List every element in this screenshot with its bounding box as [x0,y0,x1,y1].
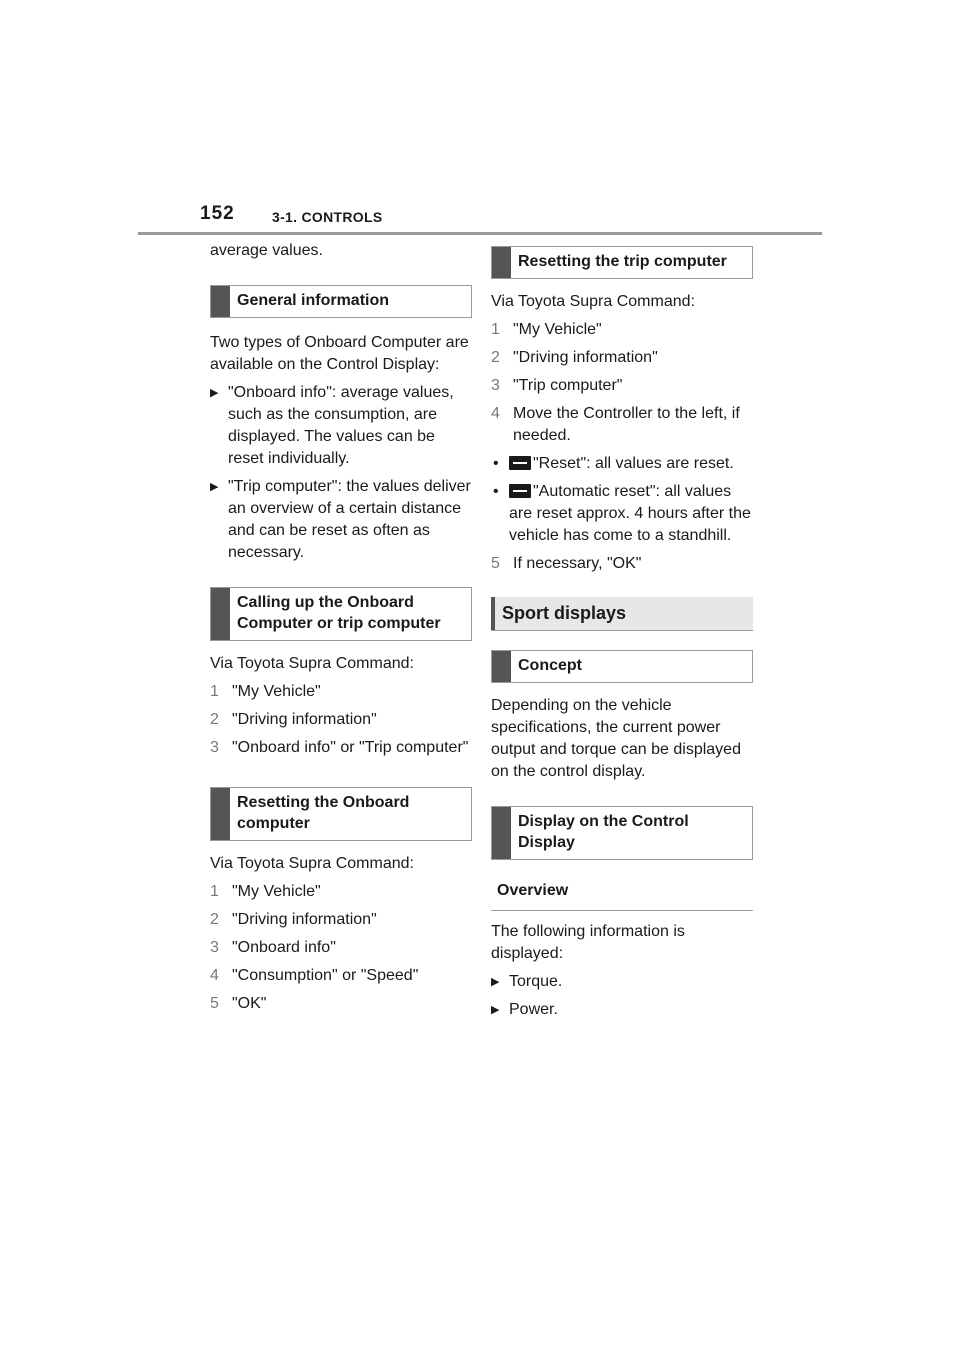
automatic-reset-icon [509,484,531,498]
option-text: "Automatic reset": all values are reset approx. 4 hours after the vehicle has come to a standhill. [509,483,751,544]
step-number: 5 [491,555,500,572]
step-number: 2 [491,349,500,366]
bullet-text: "Onboard info": average values, such as the consumption, are displayed. The values can be reset individually. [228,384,454,467]
overview-text: The following information is displayed: [491,923,685,962]
step [210,993,472,1015]
title-text: Sport displays [502,603,627,623]
option-text: "Reset": all values are reset. [533,455,734,472]
page-number: 152 [200,203,235,224]
step-text: "Driving information" [232,911,377,928]
step-number: 5 [210,995,219,1012]
heading-resetting-trip [491,246,753,279]
reset-icon [509,456,531,470]
reset-via: Via Toyota Supra Command: [210,855,414,872]
bullet-torque [491,971,753,993]
bullet-onboard-info [210,382,472,470]
step [491,319,753,341]
step-text: "Onboard info" [232,939,336,956]
step-text: If necessary, "OK" [513,555,642,572]
step-text: "Driving information" [513,349,658,366]
step-number: 4 [491,405,500,422]
step-text: "My Vehicle" [232,683,321,700]
bullet-text: Power. [509,1001,558,1018]
heading-text: Overview [497,882,569,899]
heading-overview [491,878,753,911]
step [210,881,472,903]
sport-displays-title [491,597,753,631]
heading-calling-up [210,587,472,641]
step-number: 1 [210,683,219,700]
step-number: 3 [210,939,219,956]
heading-text: Calling up the Onboard Computer or trip computer [237,594,441,632]
option-reset [491,453,753,475]
step [210,937,472,959]
general-text: Two types of Onboard Computer are available on the Control Display: [210,334,469,373]
step-text: "Consumption" or "Speed" [232,967,419,984]
step [210,737,472,759]
section-title: 3-1. CONTROLS [272,209,383,225]
bullet-text: Torque. [509,973,563,990]
step-text: "My Vehicle" [513,321,602,338]
heading-resetting-onboard [210,787,472,841]
heading-text: Resetting the Onboard computer [237,794,410,832]
heading-text: Display on the Control Display [518,813,689,851]
step [210,709,472,731]
step [491,403,753,447]
step-number: 2 [210,711,219,728]
step-number: 3 [210,739,219,756]
heading-text: Resetting the trip computer [518,253,727,270]
step [210,965,472,987]
step-number: 4 [210,967,219,984]
step-text: Move the Controller to the left, if needed. [513,405,740,444]
heading-general-information [210,285,472,318]
option-automatic-reset [491,481,753,547]
header-rule [138,232,822,235]
step-number: 3 [491,377,500,394]
heading-concept [491,650,753,683]
callup-via: Via Toyota Supra Command: [210,655,414,672]
step [491,347,753,369]
heading-display-control [491,806,753,860]
step [491,553,753,575]
trip-via: Via Toyota Supra Command: [491,293,695,310]
intro-text: average values. [210,242,323,259]
heading-text: Concept [518,657,582,674]
step [210,681,472,703]
step-number: 2 [210,911,219,928]
step-text: "My Vehicle" [232,883,321,900]
step-text: "Driving information" [232,711,377,728]
step-text: "Onboard info" or "Trip computer" [232,739,469,756]
step-number: 1 [210,883,219,900]
step [210,909,472,931]
step-number: 1 [491,321,500,338]
step [491,375,753,397]
concept-text: Depending on the vehicle specifications, the current power output and torque can be displayed on the control display. [491,697,741,780]
step-text: "Trip computer" [513,377,623,394]
bullet-trip-computer [210,476,472,564]
left-column [210,240,472,1015]
bullet-text: "Trip computer": the values deliver an overview of a certain distance and can be reset as often as necessary. [228,478,471,561]
heading-text: General information [237,292,390,309]
right-column [491,240,753,1021]
step-text: "OK" [232,995,267,1012]
bullet-power [491,999,753,1021]
